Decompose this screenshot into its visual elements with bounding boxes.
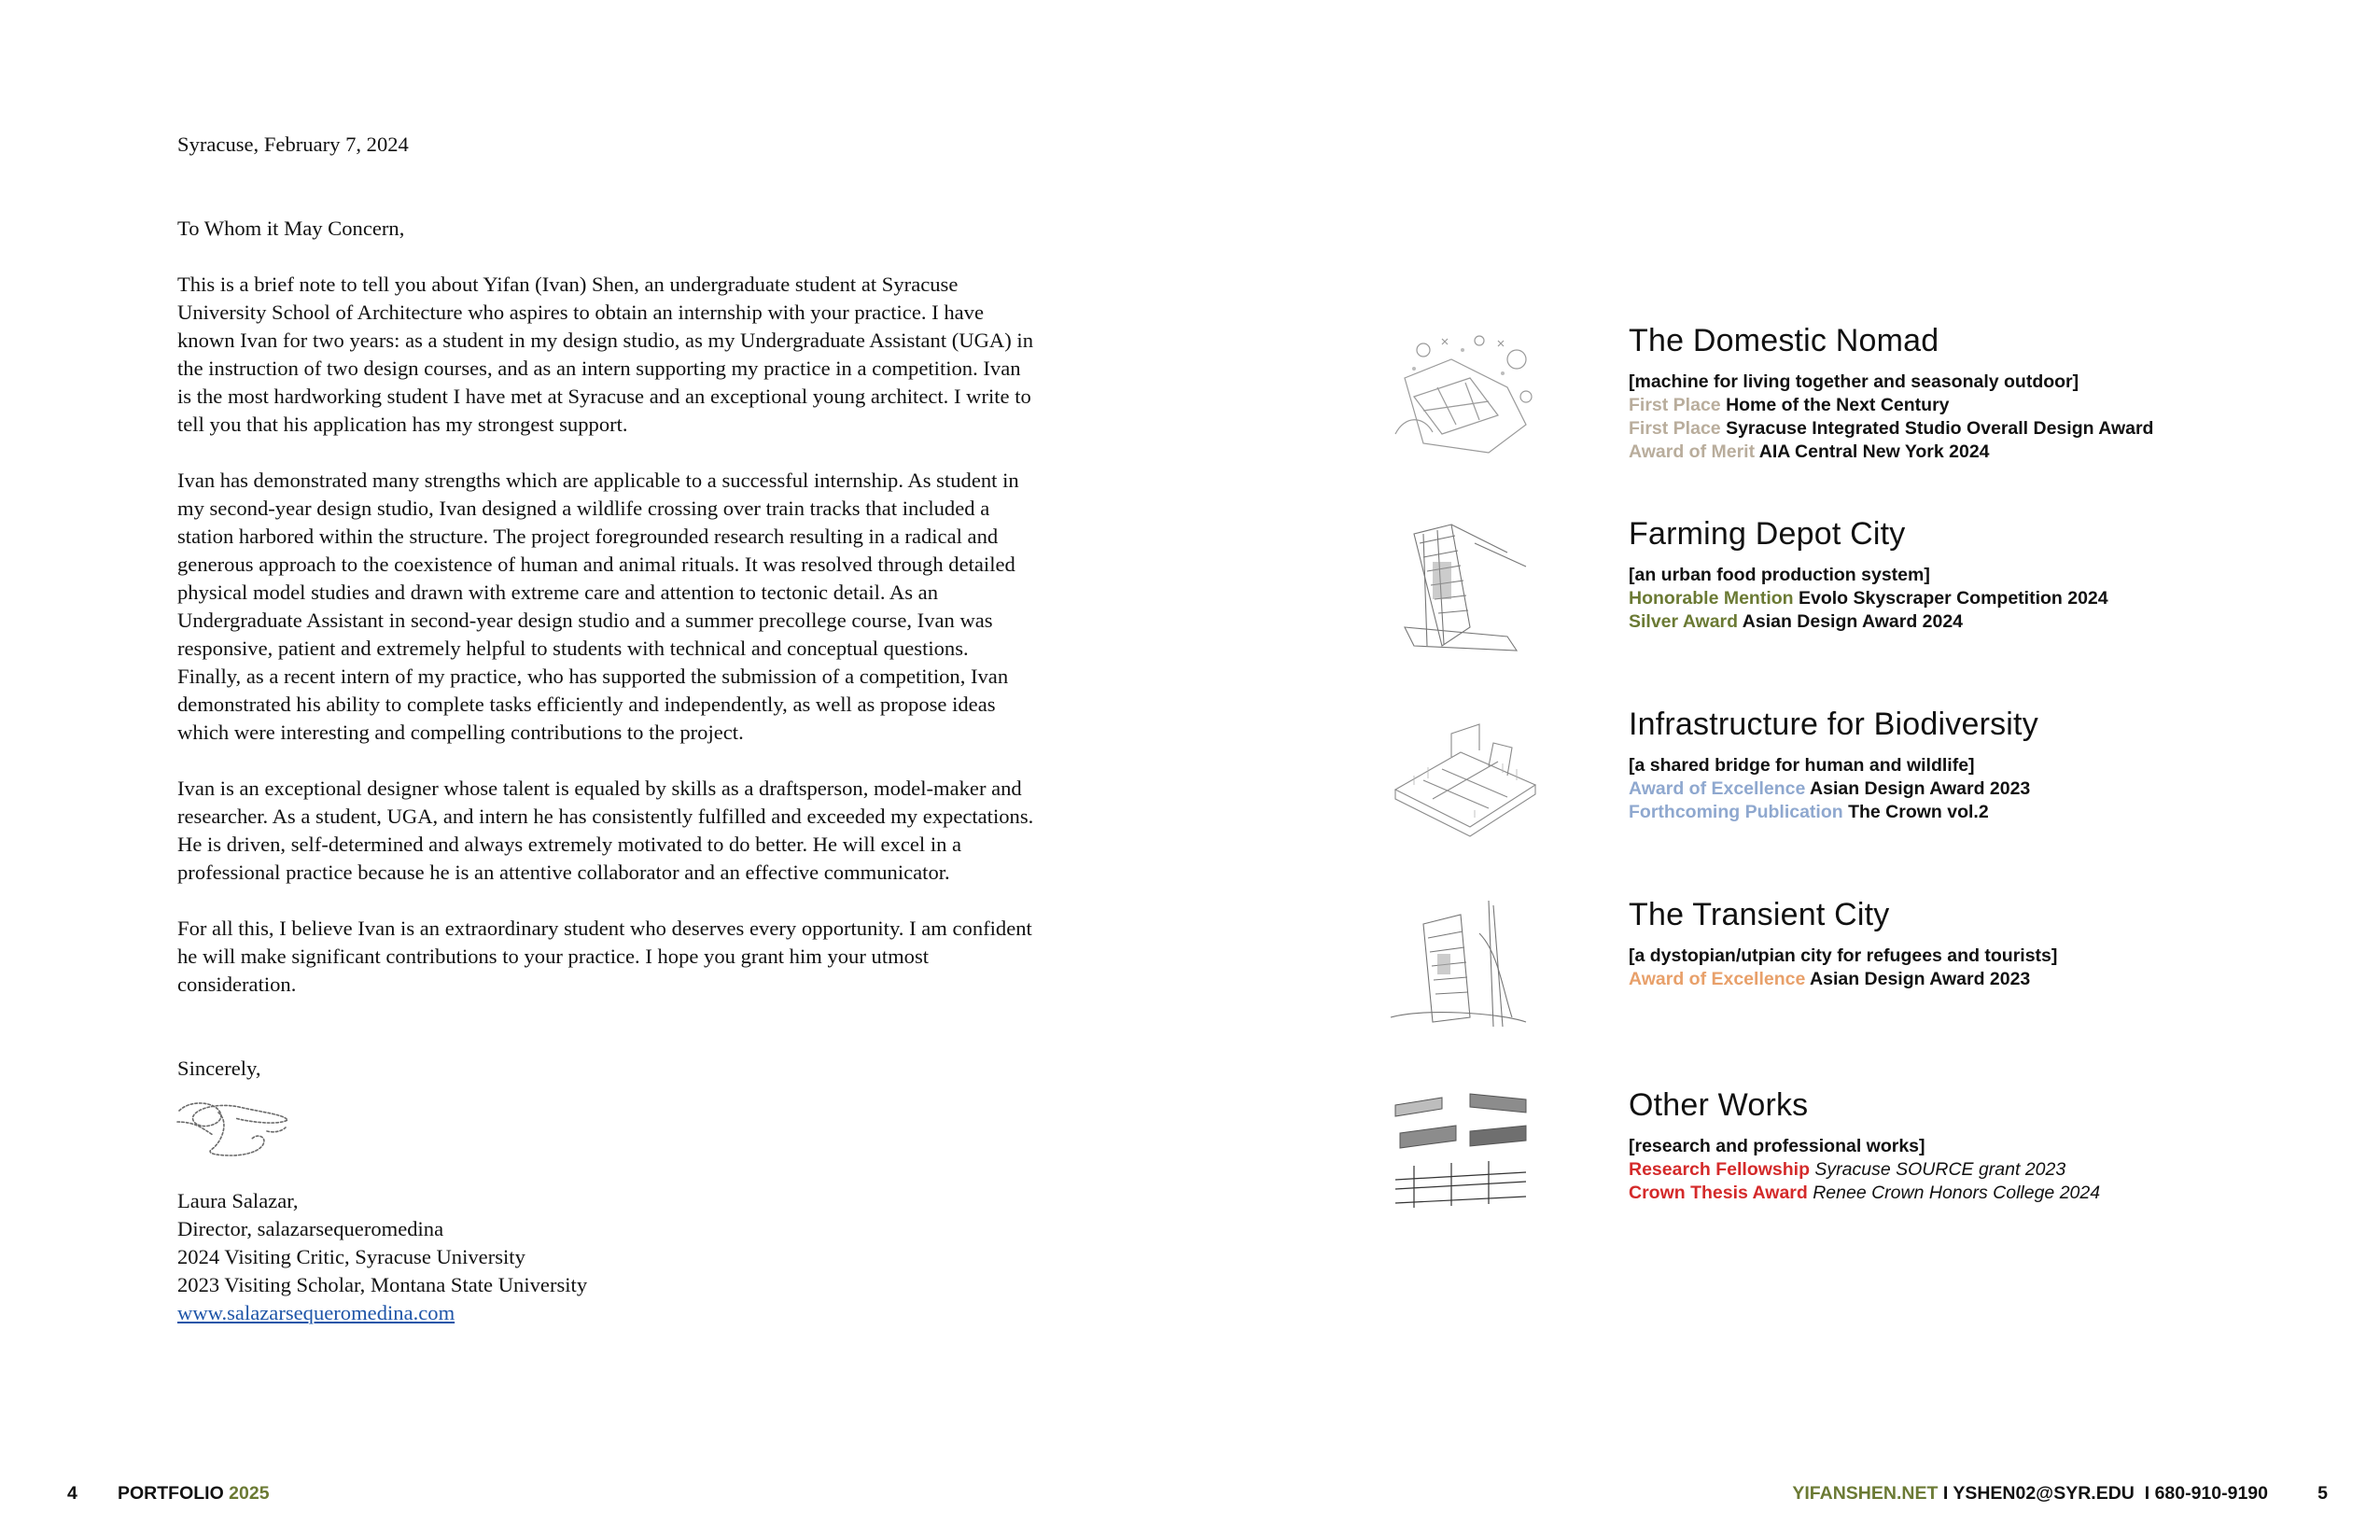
award-label: Honorable Mention <box>1629 588 1794 609</box>
award-line <box>1629 968 2301 991</box>
signature-image <box>174 1094 295 1161</box>
signature-block <box>177 1187 1036 1327</box>
separator: I <box>1938 1483 1953 1504</box>
exploded-axonometric-icon <box>1386 1086 1545 1226</box>
project-title: Other Works <box>1629 1087 1809 1123</box>
award-label: Award of Merit <box>1629 441 1756 462</box>
award-line <box>1629 587 2301 610</box>
signer-website-link[interactable]: www.salazarsequeromedina.com <box>177 1301 455 1324</box>
project-thumbnail[interactable] <box>1386 706 1545 846</box>
project-subtitle: [a dystopian/utpian city for refugees and tourists] <box>1629 945 2058 966</box>
project-entry[interactable] <box>1372 322 2305 462</box>
award-line <box>1629 1182 2301 1205</box>
award-line <box>1629 610 2301 634</box>
tower-drawing-icon <box>1386 515 1545 655</box>
award-detail: Asian Design Award 2023 <box>1810 969 2031 989</box>
recommendation-letter <box>177 131 1036 1327</box>
portfolio-year: 2025 <box>229 1483 270 1504</box>
project-subtitle: [an urban food production system] <box>1629 565 1930 585</box>
project-thumbnail[interactable] <box>1386 896 1545 1036</box>
project-thumbnail[interactable] <box>1386 322 1545 462</box>
award-label: Award of Excellence <box>1629 778 1806 799</box>
letter-paragraph: This is a brief note to tell you about Yifan (Ivan) Shen, an undergraduate student at Syracuse University School of Architecture who aspires to obtain an internship with your practice. I have known Ivan for two years: as a student in my design studio, as my Undergraduate Assistant (UGA) in the instruction of two design courses, and as an intern supporting my practice in a competition. Ivan is the most hardworking student I have met at Syracuse and an exceptional young architect. I write to tell you that his application has my strongest support. <box>177 273 1033 436</box>
signer-role: Director, salazarsequeromedina <box>177 1217 444 1240</box>
portfolio-text: PORTFOLIO <box>118 1483 224 1504</box>
award-line <box>1629 441 2301 464</box>
award-detail: The Crown vol.2 <box>1848 802 1989 822</box>
signer-name: Laura Salazar, <box>177 1189 299 1212</box>
signer-title-2: 2023 Visiting Scholar, Montana State University <box>177 1273 588 1296</box>
award-label: Silver Award <box>1629 611 1739 632</box>
page-number-left: 4 <box>67 1483 77 1504</box>
letter-paragraph: Ivan has demonstrated many strengths which are applicable to a successful internship. As student in my second-year design studio, Ivan designed a wildlife crossing over train tracks that included a station harbored within the structure. The project foregrounded research resulting in a radical and generous approach to the coexistence of human and animal rituals. It was resolved through detailed physical model studies and drawn with extreme care and attention to tectonic detail. As an Undergraduate Assistant in second-year design studio and a summer precollege course, Ivan was responsive, patient and extremely helpful to students with technical and conceptual questions. Finally, as a recent intern of my practice, who has supported the submission of a competition, Ivan demonstrated his ability to complete tasks efficiently and independently, as well as propose ideas which were interesting and compelling contributions to the project. <box>177 469 1019 744</box>
page-number-right: 5 <box>2317 1483 2328 1504</box>
award-label: Research Fellowship <box>1629 1159 1810 1180</box>
project-title: The Domestic Nomad <box>1629 323 1939 358</box>
award-line <box>1629 801 2301 824</box>
award-line <box>1629 1158 2301 1182</box>
award-line <box>1629 394 2301 417</box>
letter-paragraph: Ivan is an exceptional designer whose talent is equaled by skills as a draftsperson, model-maker and researcher. As a student, UGA, and intern he has consistently fulfilled and exceeded my expectations. He is driven, self-determined and always extremely motivated to do better. He will excel in a professional practice because he is an attentive collaborator and an effective communicator. <box>177 777 1034 884</box>
award-detail: Home of the Next Century <box>1726 395 1950 415</box>
project-entry[interactable] <box>1372 896 2305 1036</box>
project-title: The Transient City <box>1629 897 1890 932</box>
letter-salutation: To Whom it May Concern, <box>177 217 405 240</box>
award-label: Forthcoming Publication <box>1629 802 1843 822</box>
city-section-drawing-icon <box>1386 896 1545 1036</box>
award-detail: Asian Design Award 2024 <box>1742 611 1964 632</box>
award-detail: Syracuse Integrated Studio Overall Design Award <box>1726 418 2154 439</box>
project-subtitle: [research and professional works] <box>1629 1136 1925 1156</box>
award-line <box>1629 417 2301 441</box>
award-detail: Evolo Skyscraper Competition 2024 <box>1799 588 2108 609</box>
site-plan-drawing-icon <box>1386 322 1545 462</box>
project-thumbnail[interactable] <box>1386 515 1545 655</box>
project-title: Infrastructure for Biodiversity <box>1629 707 2038 742</box>
portfolio-label <box>118 1482 270 1505</box>
project-thumbnail[interactable] <box>1386 1086 1545 1226</box>
website-link[interactable]: YIFANSHEN.NET <box>1792 1483 1939 1504</box>
award-label: First Place <box>1629 395 1721 415</box>
project-entry[interactable] <box>1372 1086 2305 1226</box>
separator: I <box>2134 1483 2155 1504</box>
phone-number: 680-910-9190 <box>2154 1483 2268 1504</box>
project-entry[interactable] <box>1372 515 2305 655</box>
award-label: Award of Excellence <box>1629 969 1806 989</box>
letter-closing: Sincerely, <box>177 1057 261 1080</box>
bridge-axonometric-icon <box>1386 706 1545 846</box>
award-line <box>1629 777 2301 801</box>
award-detail: Syracuse SOURCE grant 2023 <box>1814 1159 2066 1180</box>
project-title: Farming Depot City <box>1629 516 1906 552</box>
project-subtitle: [a shared bridge for human and wildlife] <box>1629 755 1975 776</box>
project-entry[interactable] <box>1372 706 2305 846</box>
award-label: First Place <box>1629 418 1721 439</box>
award-detail: Renee Crown Honors College 2024 <box>1813 1183 2101 1203</box>
contact-info <box>1792 1482 2268 1505</box>
email-link[interactable]: YSHEN02@SYR.EDU <box>1953 1483 2135 1504</box>
award-detail: Asian Design Award 2023 <box>1810 778 2031 799</box>
award-detail: AIA Central New York 2024 <box>1758 441 1990 462</box>
letter-date: Syracuse, February 7, 2024 <box>177 133 409 156</box>
award-label: Crown Thesis Award <box>1629 1183 1808 1203</box>
project-subtitle: [machine for living together and seasonaly outdoor] <box>1629 371 2079 392</box>
letter-paragraph: For all this, I believe Ivan is an extraordinary student who deserves every opportunity. I am confident he will make significant contributions to your practice. I hope you grant him your utmost consideration. <box>177 917 1032 996</box>
signer-title-1: 2024 Visiting Critic, Syracuse University <box>177 1245 525 1268</box>
